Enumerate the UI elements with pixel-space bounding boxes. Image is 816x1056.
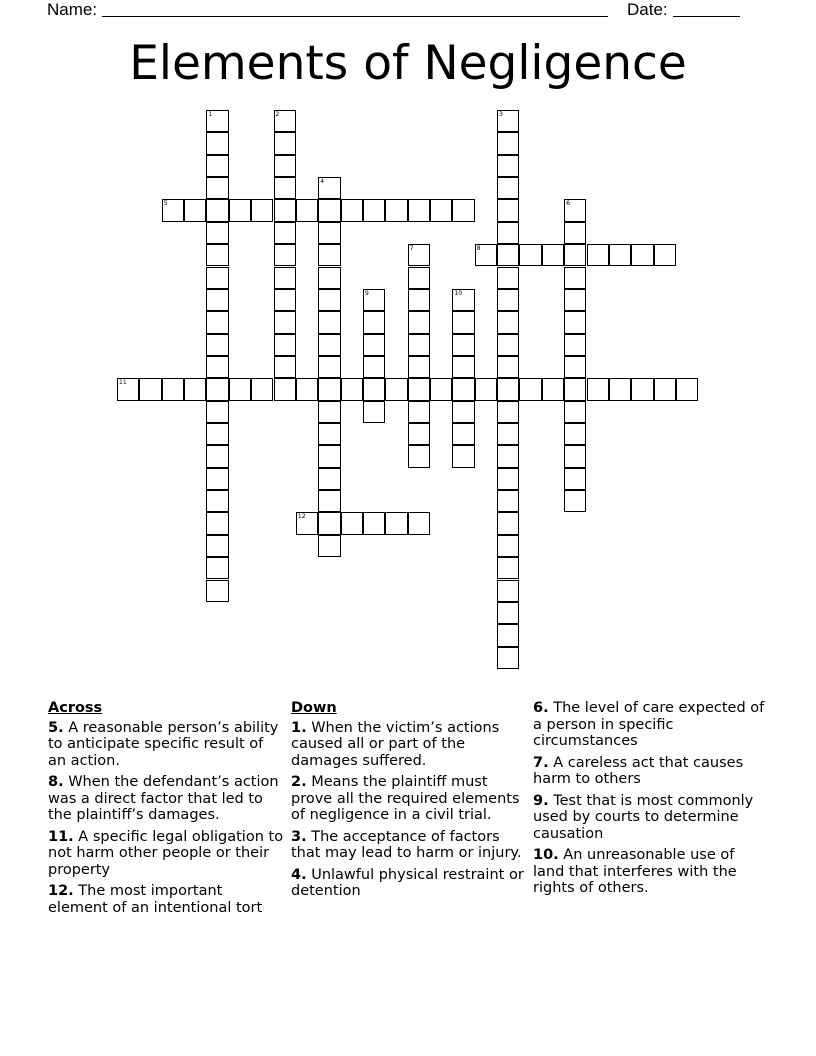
crossword-cell[interactable] <box>341 199 363 221</box>
crossword-cell[interactable] <box>519 378 541 400</box>
clue-text: The level of care expected of a person in specific circumstances <box>533 700 765 749</box>
date-label: Date: <box>627 0 668 19</box>
crossword-cell[interactable] <box>318 356 340 378</box>
crossword-cell[interactable] <box>274 311 296 333</box>
crossword-cell[interactable] <box>206 289 228 311</box>
crossword-cell[interactable] <box>318 267 340 289</box>
crossword-cell[interactable] <box>117 378 139 400</box>
crossword-cell[interactable] <box>408 311 430 333</box>
crossword-cell[interactable] <box>318 334 340 356</box>
crossword-cell[interactable] <box>318 378 340 400</box>
clue-text: The acceptance of factors that may lead to harm or injury. <box>291 828 522 861</box>
crossword-cell[interactable] <box>430 199 452 221</box>
crossword-cell[interactable] <box>385 378 407 400</box>
crossword-cell[interactable] <box>363 199 385 221</box>
crossword-cell[interactable] <box>274 222 296 244</box>
cell-number: 12 <box>297 513 306 521</box>
crossword-cell[interactable] <box>274 334 296 356</box>
crossword-cell[interactable] <box>229 199 251 221</box>
crossword-cell[interactable] <box>184 378 206 400</box>
cell-number: 5 <box>163 200 168 208</box>
crossword-cell[interactable] <box>184 199 206 221</box>
crossword-cell[interactable] <box>251 199 273 221</box>
crossword-cell[interactable] <box>408 289 430 311</box>
crossword-cell[interactable] <box>206 378 228 400</box>
crossword-cell[interactable] <box>318 177 340 199</box>
clue-text: A careless act that causes harm to others <box>533 754 744 787</box>
crossword-cell[interactable] <box>497 132 519 154</box>
crossword-cell[interactable] <box>475 378 497 400</box>
crossword-cell[interactable] <box>408 378 430 400</box>
crossword-cell[interactable] <box>408 267 430 289</box>
crossword-cell[interactable] <box>564 222 586 244</box>
crossword-cell[interactable] <box>497 512 519 534</box>
crossword-cell[interactable] <box>274 155 296 177</box>
crossword-cell[interactable] <box>497 401 519 423</box>
clue-text: Test that is most commonly used by courts to determine causation <box>533 792 754 842</box>
crossword-cell[interactable] <box>274 244 296 266</box>
crossword-cell[interactable] <box>318 535 340 557</box>
crossword-cell[interactable] <box>497 334 519 356</box>
crossword-cell[interactable] <box>408 512 430 534</box>
crossword-cell[interactable] <box>452 445 474 467</box>
clue-number: 7. <box>533 754 549 771</box>
crossword-cell[interactable] <box>318 244 340 266</box>
crossword-cell[interactable] <box>452 401 474 423</box>
crossword-cell[interactable] <box>318 199 340 221</box>
crossword-cell[interactable] <box>318 468 340 490</box>
crossword-cell[interactable] <box>452 423 474 445</box>
crossword-cell[interactable] <box>564 378 586 400</box>
crossword-cell[interactable] <box>341 378 363 400</box>
crossword-cell[interactable] <box>519 244 541 266</box>
crossword-cell[interactable] <box>564 401 586 423</box>
clue-down-7 <box>533 755 765 788</box>
crossword-cell[interactable] <box>318 289 340 311</box>
crossword-cell[interactable] <box>206 334 228 356</box>
clue-number: 10. <box>533 847 559 863</box>
puzzle-title: Elements of Negligence <box>129 36 687 91</box>
crossword-cell[interactable] <box>497 110 519 132</box>
crossword-cell[interactable] <box>363 512 385 534</box>
crossword-cell[interactable] <box>341 512 363 534</box>
crossword-cell[interactable] <box>318 222 340 244</box>
crossword-cell[interactable] <box>206 132 228 154</box>
clue-down-4 <box>291 867 527 900</box>
clue-number: 2. <box>291 774 307 790</box>
crossword-cell[interactable] <box>274 177 296 199</box>
crossword-cell[interactable] <box>229 378 251 400</box>
crossword-cell[interactable] <box>654 244 676 266</box>
crossword-cell[interactable] <box>497 311 519 333</box>
crossword-cell[interactable] <box>385 199 407 221</box>
crossword-cell[interactable] <box>206 580 228 602</box>
crossword-cell[interactable] <box>274 132 296 154</box>
crossword-cell[interactable] <box>206 244 228 266</box>
crossword-cell[interactable] <box>363 311 385 333</box>
crossword-cell[interactable] <box>408 244 430 266</box>
cell-number: 6 <box>566 200 571 208</box>
crossword-cell[interactable] <box>631 244 653 266</box>
crossword-cell[interactable] <box>318 512 340 534</box>
crossword-cell[interactable] <box>206 512 228 534</box>
crossword-cell[interactable] <box>206 222 228 244</box>
crossword-cell[interactable] <box>206 468 228 490</box>
crossword-cell[interactable] <box>542 378 564 400</box>
clue-across-12 <box>48 883 284 916</box>
crossword-cell[interactable] <box>206 445 228 467</box>
crossword-cell[interactable] <box>430 378 452 400</box>
crossword-cell[interactable] <box>475 244 497 266</box>
crossword-cell[interactable] <box>363 334 385 356</box>
crossword-cell[interactable] <box>609 378 631 400</box>
crossword-cell[interactable] <box>587 244 609 266</box>
clue-across-11 <box>48 829 284 879</box>
clue-down-2 <box>291 774 527 824</box>
crossword-cell[interactable] <box>274 356 296 378</box>
crossword-cell[interactable] <box>497 378 519 400</box>
crossword-cell[interactable] <box>206 557 228 579</box>
crossword-cell[interactable] <box>452 311 474 333</box>
clue-across-8 <box>48 774 284 824</box>
crossword-cell[interactable] <box>609 244 631 266</box>
crossword-cell[interactable] <box>408 423 430 445</box>
crossword-cell[interactable] <box>162 199 184 221</box>
crossword-cell[interactable] <box>564 334 586 356</box>
crossword-cell[interactable] <box>274 110 296 132</box>
crossword-cell[interactable] <box>497 557 519 579</box>
clue-number: 12. <box>48 883 74 899</box>
crossword-cell[interactable] <box>408 401 430 423</box>
crossword-cell[interactable] <box>274 267 296 289</box>
cell-number: 8 <box>476 245 481 253</box>
crossword-cell[interactable] <box>497 222 519 244</box>
clue-number: 5. <box>48 719 64 736</box>
across-heading: Across <box>48 700 103 716</box>
crossword-cell[interactable] <box>497 356 519 378</box>
crossword-cell[interactable] <box>296 378 318 400</box>
crossword-cell[interactable] <box>385 512 407 534</box>
crossword-cell[interactable] <box>631 378 653 400</box>
crossword-cell[interactable] <box>542 244 564 266</box>
clue-text: A reasonable person’s ability to anticipate specific result of an action. <box>48 719 279 769</box>
crossword-cell[interactable] <box>497 155 519 177</box>
crossword-cell[interactable] <box>206 199 228 221</box>
clue-text: When the victim’s actions caused all or part of the damages suffered. <box>291 719 500 769</box>
clue-number: 1. <box>291 719 307 736</box>
clue-number: 4. <box>291 866 307 883</box>
down-clues-continued <box>533 700 765 902</box>
crossword-cell[interactable] <box>497 199 519 221</box>
clue-number: 11. <box>48 828 74 845</box>
crossword-cell[interactable] <box>408 199 430 221</box>
crossword-cell[interactable] <box>206 401 228 423</box>
crossword-cell[interactable] <box>139 378 161 400</box>
clue-down-3 <box>291 829 527 862</box>
crossword-cell[interactable] <box>408 445 430 467</box>
crossword-cell[interactable] <box>206 490 228 512</box>
crossword-cell[interactable] <box>497 289 519 311</box>
clue-down-6 <box>533 700 765 750</box>
crossword-cell[interactable] <box>452 378 474 400</box>
crossword-cell[interactable] <box>318 423 340 445</box>
crossword-cell[interactable] <box>363 401 385 423</box>
crossword-cell[interactable] <box>318 445 340 467</box>
crossword-cell[interactable] <box>408 334 430 356</box>
down-clues <box>291 700 527 905</box>
crossword-cell[interactable] <box>497 267 519 289</box>
crossword-cell[interactable] <box>497 468 519 490</box>
crossword-cell[interactable] <box>206 423 228 445</box>
crossword-cell[interactable] <box>497 244 519 266</box>
clue-text: Means the plaintiff must prove all the required elements of negligence in a civil trial. <box>291 774 520 823</box>
clue-text: A specific legal obligation to not harm other people or their property <box>48 828 284 878</box>
cell-number: 9 <box>364 289 369 297</box>
clue-number: 3. <box>291 828 307 845</box>
crossword-cell[interactable] <box>206 535 228 557</box>
crossword-cell[interactable] <box>363 289 385 311</box>
clue-down-1 <box>291 720 527 770</box>
crossword-cell[interactable] <box>587 378 609 400</box>
crossword-cell[interactable] <box>654 378 676 400</box>
crossword-cell[interactable] <box>251 378 273 400</box>
crossword-cell[interactable] <box>206 177 228 199</box>
crossword-cell[interactable] <box>318 401 340 423</box>
crossword-cell[interactable] <box>564 468 586 490</box>
crossword-cell[interactable] <box>497 177 519 199</box>
crossword-cell[interactable] <box>564 289 586 311</box>
name-label: Name: <box>47 0 98 19</box>
crossword-cell[interactable] <box>162 378 184 400</box>
crossword-cell[interactable] <box>497 445 519 467</box>
clue-down-10 <box>533 847 765 897</box>
cell-number: 10 <box>454 289 463 297</box>
clue-text: Unlawful physical restraint or detention <box>291 866 524 899</box>
crossword-cell[interactable] <box>296 199 318 221</box>
crossword-cell[interactable] <box>564 423 586 445</box>
crossword-cell[interactable] <box>564 267 586 289</box>
clue-down-9 <box>533 793 765 843</box>
crossword-cell[interactable] <box>564 445 586 467</box>
crossword-cell[interactable] <box>497 647 519 669</box>
cell-number: 1 <box>208 111 213 118</box>
cell-number: 7 <box>409 245 414 253</box>
crossword-cell[interactable] <box>408 356 430 378</box>
crossword-cell[interactable] <box>452 289 474 311</box>
cell-number: 2 <box>275 111 280 118</box>
crossword-cell[interactable] <box>497 535 519 557</box>
crossword-cell[interactable] <box>497 624 519 646</box>
clue-text: The most important element of an intentional tort <box>48 883 263 916</box>
clue-number: 8. <box>48 774 64 790</box>
crossword-cell[interactable] <box>564 356 586 378</box>
crossword-cell[interactable] <box>564 311 586 333</box>
crossword-cell[interactable] <box>318 490 340 512</box>
clue-across-5 <box>48 720 284 770</box>
crossword-cell[interactable] <box>206 110 228 132</box>
crossword-cell[interactable] <box>274 199 296 221</box>
crossword-cell[interactable] <box>497 490 519 512</box>
crossword-cell[interactable] <box>497 423 519 445</box>
crossword-cell[interactable] <box>452 334 474 356</box>
cell-number: 3 <box>499 111 503 118</box>
down-heading: Down <box>291 700 337 716</box>
crossword-cell[interactable] <box>452 356 474 378</box>
clue-text: When the defendant’s action was a direct factor that led to the plaintiff’s damages. <box>48 774 279 823</box>
cell-number: 4 <box>320 178 325 186</box>
crossword-cell[interactable] <box>676 378 698 400</box>
crossword-cell[interactable] <box>564 199 586 221</box>
crossword-cell[interactable] <box>274 378 296 400</box>
crossword-cell[interactable] <box>206 155 228 177</box>
cell-number: 11 <box>119 379 127 387</box>
crossword-cell[interactable] <box>363 356 385 378</box>
crossword-cell[interactable] <box>274 289 296 311</box>
crossword-cell[interactable] <box>497 580 519 602</box>
clue-number: 6. <box>533 700 549 716</box>
crossword-cell[interactable] <box>206 311 228 333</box>
crossword-cell[interactable] <box>497 602 519 624</box>
crossword-cell[interactable] <box>206 356 228 378</box>
crossword-cell[interactable] <box>452 199 474 221</box>
clue-number: 9. <box>533 792 549 809</box>
crossword-cell[interactable] <box>363 378 385 400</box>
across-clues <box>48 700 284 921</box>
crossword-cell[interactable] <box>206 267 228 289</box>
crossword-cell[interactable] <box>564 490 586 512</box>
clue-text: An unreasonable use of land that interferes with the rights of others. <box>533 847 737 896</box>
crossword-cell[interactable] <box>564 244 586 266</box>
crossword-cell[interactable] <box>296 512 318 534</box>
crossword-cell[interactable] <box>318 311 340 333</box>
